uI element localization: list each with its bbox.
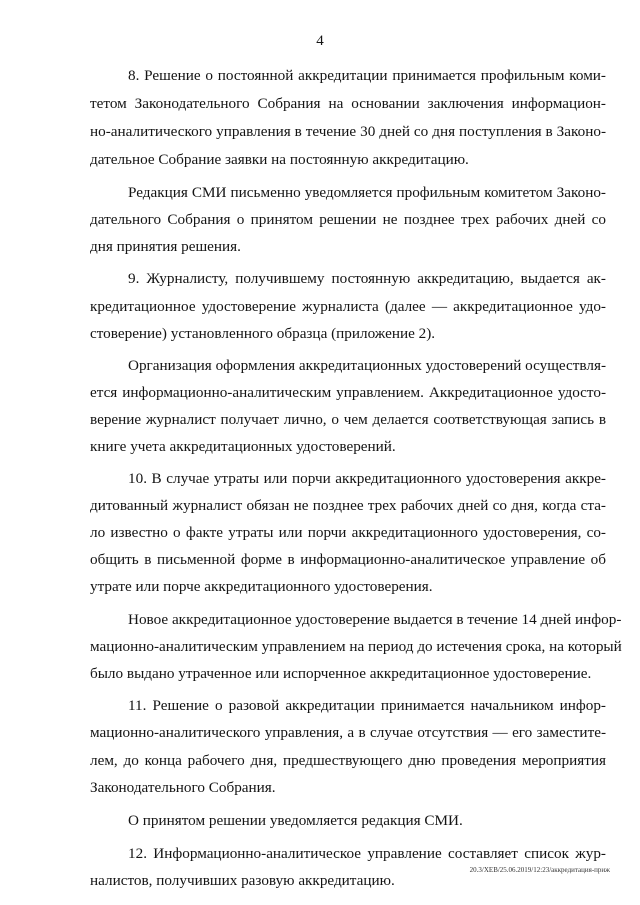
text-line: общить в письменной форме в информационно-аналитическое управление об: [90, 551, 606, 568]
text-line: Организация оформления аккредитационных удостоверений осуществля-: [128, 357, 607, 374]
text-line: Новое аккредитационное удостоверение выдается в течение 14 дней инфор-: [128, 611, 622, 628]
text-line: 10. В случае утраты или порчи аккредитационного удостоверения аккре-: [128, 470, 606, 487]
page-number: 4: [316, 33, 324, 49]
text-line: дитованный журналист обязан не позднее трех рабочих дней со дня, когда ста-: [90, 497, 606, 514]
text-line: налистов, получивших разовую аккредитацию.: [90, 872, 395, 889]
text-line: было выдано утраченное или испорченное аккредитационное удостоверение.: [90, 665, 592, 682]
text-line: кредитационное удостоверение журналиста (далее — аккредитационное удо-: [90, 298, 606, 315]
text-line: дня принятия решения.: [90, 238, 241, 255]
text-line: Законодательного Собрания.: [90, 779, 276, 796]
text-line: верение журналист получает лично, о чем делается соответствующая запись в: [90, 411, 606, 428]
text-line: утрате или порче аккредитационного удостоверения.: [90, 578, 433, 595]
text-line: мационно-аналитическим управлением на период до истечения срока, на который: [90, 638, 622, 655]
text-line: книге учета аккредитационных удостоверений.: [90, 438, 396, 455]
text-line: дательного Собрания о принятом решении не позднее трех рабочих дней со: [90, 211, 606, 228]
text-line: ло известно о факте утраты или порчи аккредитационного удостоверения, со-: [90, 524, 606, 541]
text-line: 9. Журналисту, получившему постоянную аккредитацию, выдается ак-: [128, 270, 606, 287]
text-line: Редакция СМИ письменно уведомляется профильным комитетом Законо-: [128, 184, 606, 201]
text-line: ется информационно-аналитическим управлением. Аккредитационное удосто-: [90, 384, 606, 401]
text-line: 12. Информационно-аналитическое управление составляет список жур-: [128, 845, 606, 862]
text-line: О принятом решении уведомляется редакция СМИ.: [128, 812, 463, 829]
text-line: дательное Собрание заявки на постоянную аккредитацию.: [90, 151, 469, 168]
text-line: стоверение) установленного образца (приложение 2).: [90, 325, 436, 342]
footer-reference: 20.3/XEB/25.06.2019/12:23/аккредитация-приж: [469, 866, 610, 874]
text-line: мационно-аналитического управления, а в случае отсутствия — его заместите-: [90, 724, 606, 741]
text-line: 8. Решение о постоянной аккредитации принимается профильным коми-: [128, 67, 606, 84]
text-line: тетом Законодательного Собрания на основании заключения информацион-: [90, 95, 606, 112]
text-line: 11. Решение о разовой аккредитации принимается начальником инфор-: [128, 697, 606, 714]
text-line: но-аналитического управления в течение 30 дней со дня поступления в Законо-: [90, 123, 606, 140]
text-line: лем, до конца рабочего дня, предшествующего дню проведения мероприятия: [90, 752, 606, 769]
